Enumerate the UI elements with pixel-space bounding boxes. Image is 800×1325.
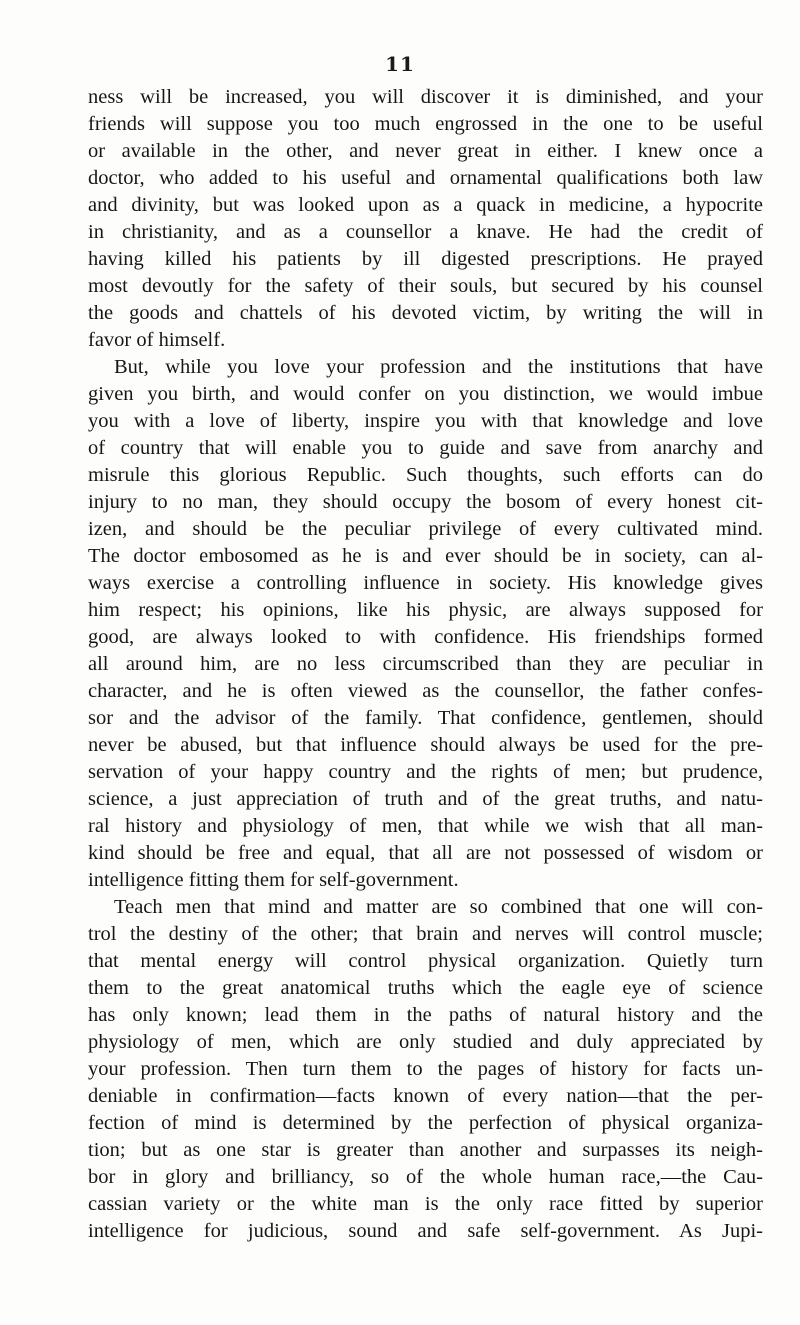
text-line: given you birth, and would confer on you distinction, we would imbue	[88, 383, 763, 405]
text-line: servation of your happy country and the rights of men; but prudence,	[88, 761, 763, 783]
text-line: them to the great anatomical truths which the eagle eye of science	[88, 977, 763, 999]
text-line: friends will suppose you too much engrossed in the one to be useful	[88, 113, 763, 135]
text-line: all around him, are no less circumscribed than they are peculiar in	[88, 653, 763, 675]
text-line: the goods and chattels of his devoted victim, by writing the will in	[88, 302, 763, 324]
text-line: that mental energy will control physical organization. Quietly turn	[88, 950, 763, 972]
text-line: kind should be free and equal, that all are not possessed of wisdom or	[88, 842, 763, 864]
text-line: Teach men that mind and matter are so combined that one will con-	[114, 896, 763, 918]
text-line: ways exercise a controlling influence in society. His knowledge gives	[88, 572, 763, 594]
text-line: him respect; his opinions, like his physic, are always supposed for	[88, 599, 763, 621]
text-line: and divinity, but was looked upon as a quack in medicine, a hypocrite	[88, 194, 763, 216]
text-line: misrule this glorious Republic. Such thoughts, such efforts can do	[88, 464, 763, 486]
text-line: But, while you love your profession and the institutions that have	[114, 356, 763, 378]
text-line: good, are always looked to with confidence. His friendships formed	[88, 626, 763, 648]
text-line: izen, and should be the peculiar privilege of every cultivated mind.	[88, 518, 763, 540]
text-line: most devoutly for the safety of their souls, but secured by his counsel	[88, 275, 763, 297]
text-line: character, and he is often viewed as the counsellor, the father confes-	[88, 680, 763, 702]
page-number: 11	[385, 52, 415, 76]
text-line: in christianity, and as a counsellor a knave. He had the credit of	[88, 221, 763, 243]
text-line: cassian variety or the white man is the only race fitted by superior	[88, 1193, 763, 1215]
text-line: injury to no man, they should occupy the bosom of every honest cit-	[88, 491, 763, 513]
text-line: your profession. Then turn them to the pages of history for facts un-	[88, 1058, 763, 1080]
text-line: deniable in confirmation—facts known of every nation—that the per-	[88, 1085, 763, 1107]
text-line: having killed his patients by ill digested prescriptions. He prayed	[88, 248, 763, 270]
text-line: ral history and physiology of men, that while we wish that all man-	[88, 815, 763, 837]
text-line: you with a love of liberty, inspire you with that knowledge and love	[88, 410, 763, 432]
text-line: doctor, who added to his useful and ornamental qualifications both law	[88, 167, 763, 189]
body-text	[88, 84, 763, 1245]
text-line: physiology of men, which are only studied and duly appreciated by	[88, 1031, 763, 1053]
text-line: favor of himself.	[88, 329, 226, 351]
text-line: The doctor embosomed as he is and ever should be in society, can al-	[88, 545, 763, 567]
text-line: intelligence for judicious, sound and safe self-government. As Jupi-	[88, 1220, 763, 1242]
text-line: has only known; lead them in the paths of natural history and the	[88, 1004, 763, 1026]
text-line: ness will be increased, you will discover it is diminished, and your	[88, 86, 763, 108]
text-line: or available in the other, and never great in either. I knew once a	[88, 140, 763, 162]
text-line: never be abused, but that influence should always be used for the pre-	[88, 734, 763, 756]
text-line: of country that will enable you to guide and save from anarchy and	[88, 437, 763, 459]
text-line: sor and the advisor of the family. That confidence, gentlemen, should	[88, 707, 763, 729]
text-line: trol the destiny of the other; that brain and nerves will control muscle;	[88, 923, 763, 945]
text-line: bor in glory and brilliancy, so of the whole human race,—the Cau-	[88, 1166, 763, 1188]
text-line: intelligence fitting them for self-government.	[88, 869, 459, 891]
text-line: tion; but as one star is greater than another and surpasses its neigh-	[88, 1139, 763, 1161]
text-line: fection of mind is determined by the perfection of physical organiza-	[88, 1112, 763, 1134]
text-line: science, a just appreciation of truth and of the great truths, and natu-	[88, 788, 763, 810]
